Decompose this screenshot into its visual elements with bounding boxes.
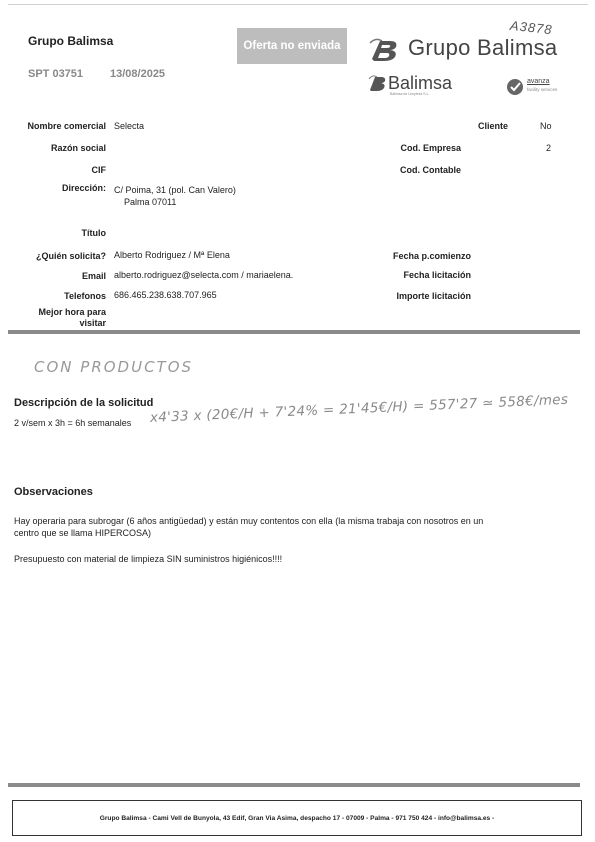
- status-badge: Oferta no enviada: [237, 28, 347, 64]
- handwritten-con-productos: CON PRODUCTOS: [34, 358, 194, 376]
- cif-label: CIF: [91, 165, 106, 175]
- balimsa-logo-icon: [368, 35, 406, 63]
- nombre-comercial-label: Nombre comercial: [27, 121, 106, 131]
- importe-licitacion-label: Importe licitación: [396, 291, 471, 301]
- email-value: alberto.rodriguez@selecta.com / mariaelena.: [114, 270, 294, 280]
- quien-solicita-label: ¿Quién solicita?: [35, 251, 106, 261]
- razon-social-label: Razón social: [50, 143, 106, 153]
- observaciones-paragraph-2: Presupuesto con material de limpieza SIN suministros higiénicos!!!!: [14, 554, 283, 564]
- telefonos-label: Telefonos: [64, 291, 106, 301]
- handwritten-reference: A3878: [509, 17, 554, 38]
- descripcion-text: 2 v/sem x 3h = 6h semanales: [14, 418, 132, 428]
- logo-main-text: Grupo Balimsa: [408, 35, 558, 60]
- telefonos-value: 686.465.238.638.707.965: [114, 290, 217, 300]
- handwritten-calculation: x4'33 x (20€/H + 7'24% = 21'45€/H) = 557'27 ≃ 558€/mes: [149, 391, 569, 426]
- footer-text: Grupo Balimsa - Cami Vell de Bunyola, 43 Edif, Gran Via Asima, despacho 17 - 07009 - Palma - 971 750 424 - info@balimsa.es -: [99, 814, 495, 822]
- document-date: 13/08/2025: [110, 68, 166, 80]
- email-label: Email: [81, 271, 106, 281]
- logo-small-subtitle: Balimsa de Limpieza S.L.: [390, 92, 430, 96]
- direccion-label: Dirección:: [61, 183, 106, 193]
- cod-empresa-label: Cod. Empresa: [400, 143, 461, 153]
- avanza-logo-icon: [506, 78, 526, 96]
- nombre-comercial-value: Selecta: [114, 121, 145, 131]
- observaciones-paragraph-1-line-1: Hay operaria para subrogar (6 años antigüedad) y están muy contentos con ella (la misma trabaja con nosotros en un: [14, 516, 484, 526]
- titulo-label: Título: [81, 228, 106, 238]
- footer-box: [12, 800, 582, 836]
- direccion-line-1: C/ Poima, 31 (pol. Can Valero): [114, 185, 236, 195]
- fecha-licitacion-label: Fecha licitación: [403, 270, 471, 280]
- fecha-comienzo-label: Fecha p.comienzo: [392, 251, 471, 261]
- top-rule: [8, 4, 588, 5]
- footer-separator: [8, 783, 580, 787]
- direccion-line-2: Palma 07011: [124, 197, 177, 207]
- descripcion-title: Descripción de la solicitud: [14, 397, 154, 409]
- document-id: SPT 03751: [28, 68, 84, 80]
- observaciones-title: Observaciones: [14, 486, 93, 498]
- balimsa-small-logo-icon: [368, 74, 388, 92]
- avanza-logo-subtitle: facility services: [527, 87, 558, 92]
- cod-empresa-value: 2: [546, 143, 552, 153]
- cod-contable-label: Cod. Contable: [400, 165, 461, 175]
- avanza-logo-text: avanza: [527, 78, 550, 85]
- mejor-hora-label-line-2: visitar: [79, 318, 106, 328]
- quien-solicita-value: Alberto Rodriguez / Mª Elena: [114, 250, 230, 260]
- cliente-label: Cliente: [477, 121, 508, 131]
- observaciones-paragraph-1-line-2: centro que se llama HIPERCOSA): [14, 528, 152, 538]
- cliente-value: No: [540, 121, 552, 131]
- company-name: Grupo Balimsa: [28, 34, 114, 48]
- mejor-hora-label-line-1: Mejor hora para: [38, 307, 106, 317]
- section-separator: [8, 330, 580, 334]
- logo-small-text: Balimsa: [388, 73, 453, 93]
